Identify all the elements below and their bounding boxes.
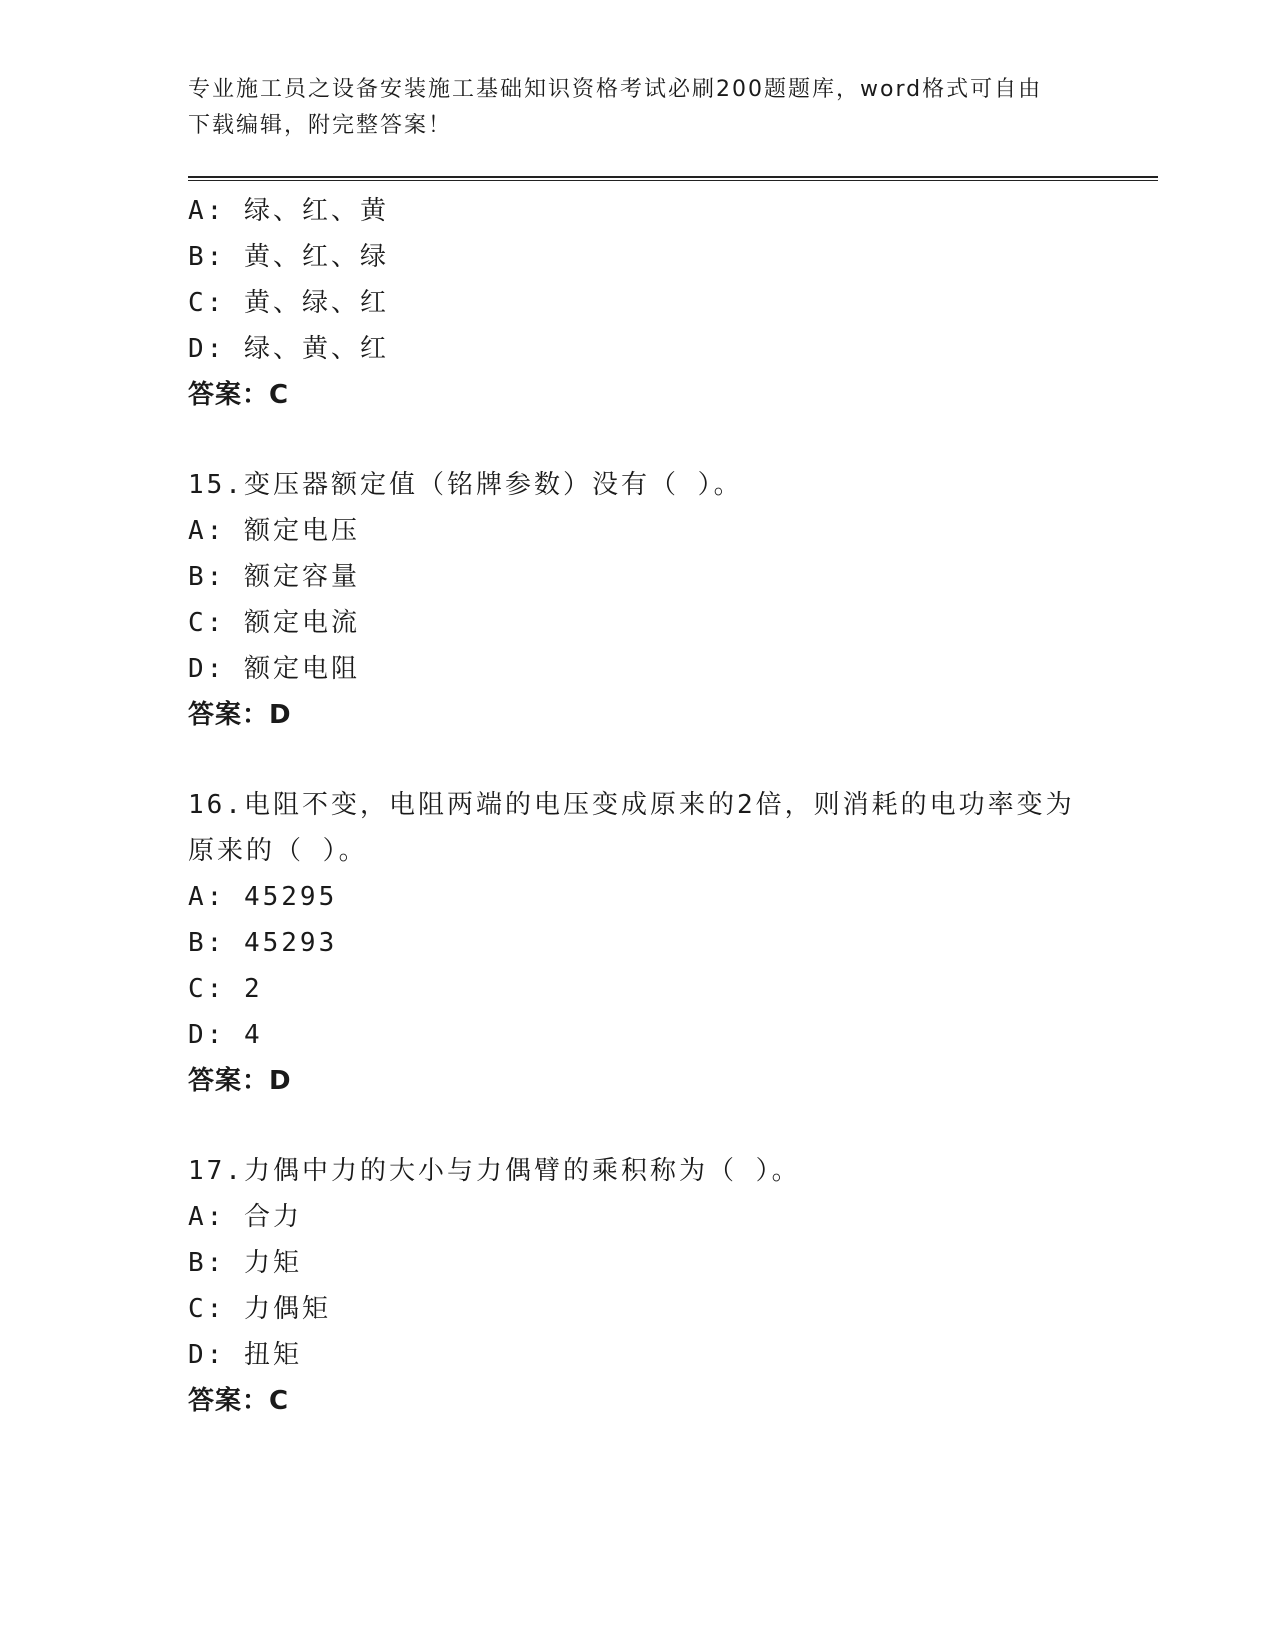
spacer bbox=[188, 1104, 1128, 1148]
header-divider bbox=[188, 176, 1158, 181]
option-letter: D bbox=[188, 654, 207, 684]
option-text: 力矩 bbox=[243, 1248, 302, 1278]
option-c bbox=[188, 966, 1128, 1012]
option-separator: : bbox=[206, 1248, 244, 1278]
answer-line: 答案：D bbox=[188, 1066, 292, 1096]
option-text: 黄、绿、红 bbox=[243, 288, 389, 318]
option-letter: C bbox=[188, 1294, 207, 1324]
option-separator: : bbox=[206, 1202, 244, 1232]
option-text: 额定电流 bbox=[243, 608, 360, 638]
option-separator: : bbox=[206, 928, 244, 958]
option-text: 扭矩 bbox=[243, 1340, 302, 1370]
option-text: 合力 bbox=[243, 1202, 302, 1232]
answer-line: 答案：C bbox=[188, 380, 290, 410]
option-letter: A bbox=[188, 1202, 207, 1232]
option-letter: C bbox=[188, 288, 207, 318]
option-letter: D bbox=[188, 1020, 207, 1050]
option-text: 4 bbox=[243, 1020, 263, 1050]
question-15 bbox=[188, 462, 1128, 738]
option-letter: A bbox=[188, 882, 207, 912]
option-separator: : bbox=[206, 882, 244, 912]
option-d bbox=[188, 1012, 1128, 1058]
option-text: 额定电压 bbox=[243, 516, 360, 546]
option-letter: B bbox=[188, 928, 207, 958]
header-title-line-1: 专业施工员之设备安装施工基础知识资格考试必刷200题题库，word格式可自由 bbox=[188, 77, 1043, 102]
option-b bbox=[188, 1240, 1128, 1286]
option-separator: : bbox=[206, 1020, 244, 1050]
question-17 bbox=[188, 1148, 1128, 1424]
option-c bbox=[188, 600, 1128, 646]
option-a bbox=[188, 874, 1128, 920]
option-separator: : bbox=[206, 1340, 244, 1370]
option-d bbox=[188, 646, 1128, 692]
spacer bbox=[188, 418, 1128, 462]
answer-line: 答案：C bbox=[188, 1386, 290, 1416]
option-separator: : bbox=[206, 562, 244, 592]
option-b bbox=[188, 554, 1128, 600]
option-b bbox=[188, 234, 1128, 280]
option-d bbox=[188, 326, 1128, 372]
answer-line: 答案：D bbox=[188, 700, 292, 730]
question-16 bbox=[188, 782, 1128, 1104]
option-text: 绿、红、黄 bbox=[243, 196, 389, 226]
option-d bbox=[188, 1332, 1128, 1378]
option-separator: : bbox=[206, 974, 244, 1004]
question-14 bbox=[188, 188, 1128, 418]
option-a bbox=[188, 508, 1128, 554]
option-text: 45293 bbox=[243, 928, 338, 958]
option-separator: : bbox=[206, 242, 244, 272]
option-text: 45295 bbox=[243, 882, 338, 912]
option-text: 2 bbox=[243, 974, 263, 1004]
option-letter: B bbox=[188, 562, 207, 592]
option-separator: : bbox=[206, 334, 244, 364]
option-text: 力偶矩 bbox=[243, 1294, 331, 1324]
option-a bbox=[188, 188, 1128, 234]
option-separator: : bbox=[206, 608, 244, 638]
option-letter: D bbox=[188, 334, 207, 364]
option-letter: B bbox=[188, 242, 207, 272]
question-text-line-1: 16.电阻不变，电阻两端的电压变成原来的2倍，则消耗的电功率变为 bbox=[188, 790, 1075, 820]
option-separator: : bbox=[206, 1294, 244, 1324]
option-letter: A bbox=[188, 196, 207, 226]
question-list bbox=[188, 188, 1128, 1424]
option-text: 额定容量 bbox=[243, 562, 360, 592]
option-separator: : bbox=[206, 516, 244, 546]
option-separator: : bbox=[206, 288, 244, 318]
question-text-line-2: 原来的（ ）。 bbox=[188, 836, 368, 866]
option-text: 绿、黄、红 bbox=[243, 334, 389, 364]
question-text: 15.变压器额定值（铭牌参数）没有（ ）。 bbox=[188, 470, 743, 500]
option-text: 额定电阻 bbox=[243, 654, 360, 684]
option-letter: C bbox=[188, 974, 207, 1004]
header-title-line-2: 下载编辑，附完整答案！ bbox=[188, 113, 453, 138]
option-letter: C bbox=[188, 608, 207, 638]
page-header bbox=[188, 72, 1068, 144]
option-separator: : bbox=[206, 654, 244, 684]
option-c bbox=[188, 280, 1128, 326]
option-b bbox=[188, 920, 1128, 966]
spacer bbox=[188, 738, 1128, 782]
option-letter: A bbox=[188, 516, 207, 546]
option-c bbox=[188, 1286, 1128, 1332]
option-text: 黄、红、绿 bbox=[243, 242, 389, 272]
option-a bbox=[188, 1194, 1128, 1240]
option-letter: B bbox=[188, 1248, 207, 1278]
question-text: 17.力偶中力的大小与力偶臂的乘积称为（ ）。 bbox=[188, 1156, 801, 1186]
option-letter: D bbox=[188, 1340, 207, 1370]
option-separator: : bbox=[206, 196, 244, 226]
